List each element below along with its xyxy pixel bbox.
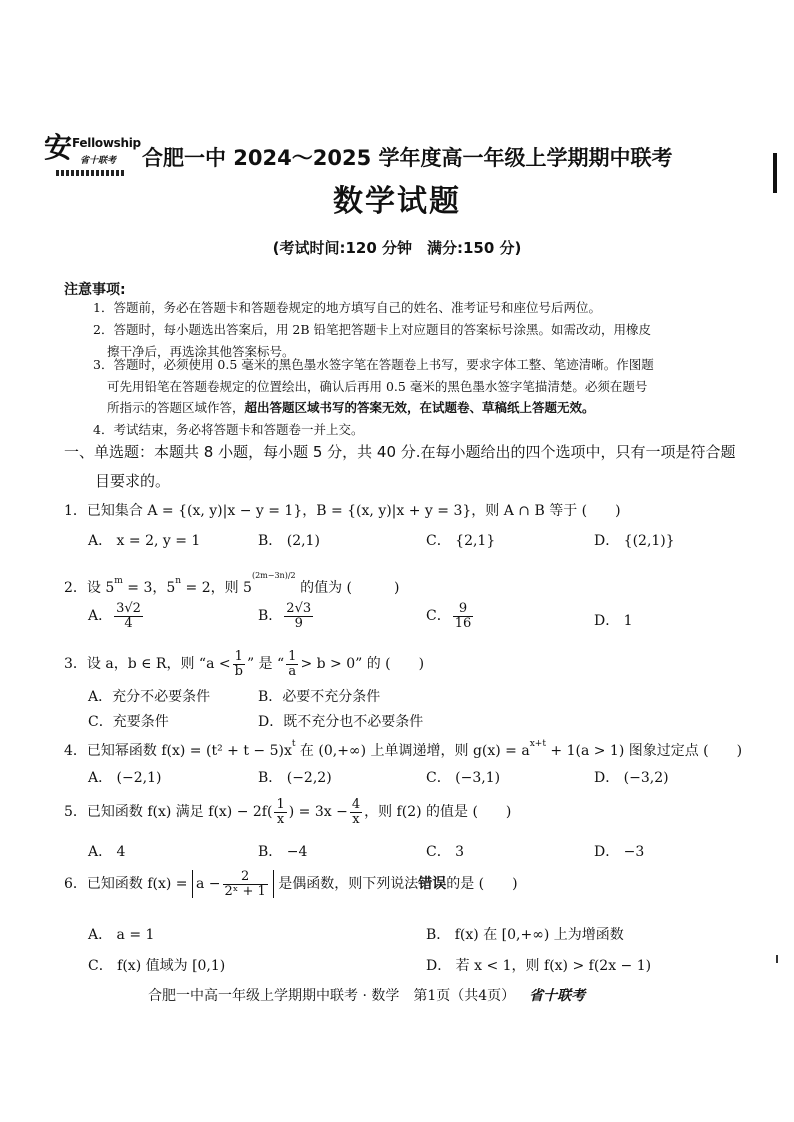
- q6-option-c: C． f(x) 值域为 [0,1): [88, 958, 226, 974]
- q4-text-2: 在 (0,+∞) 上单调递增，则 g(x) = a: [295, 743, 530, 759]
- q6-f-den: 2ˣ + 1: [224, 883, 266, 899]
- question-1: 1．已知集合 A = {(x, y)|x − y = 1}，B = {(x, y)|x + y = 3}，则 A ∩ B 等于 ( ): [64, 503, 621, 519]
- q4-text-1: 4．已知幂函数 f(x) = (t² + t − 5)x: [64, 743, 292, 759]
- section-1-line-1: 一、单选题：本题共 8 小题，每小题 5 分，共 40 分.在每小题给出的四个选项中，只有一项是符合题: [64, 443, 736, 461]
- logo-chinese: 省十联考: [80, 156, 117, 166]
- page-footer: [148, 985, 585, 1005]
- section-1-line-2: 目要求的。: [95, 472, 171, 490]
- question-3: [64, 650, 424, 678]
- q2-a-fraction: [114, 602, 143, 630]
- q6-option-b: B． f(x) 在 [0,+∞) 上为增函数: [426, 927, 624, 943]
- scan-dot-mark: [776, 955, 778, 963]
- note-3-line-3: [107, 398, 595, 416]
- logo-char: 安: [44, 131, 73, 164]
- footer-brand: 省十联考: [529, 988, 586, 1004]
- q6-bold-word: 错误: [418, 876, 447, 893]
- q5-fraction-2: [350, 798, 362, 826]
- q2-a-label: A．: [88, 608, 113, 625]
- note-3-line-1: 3．答题时，必须使用 0.5 毫米的黑色墨水签字笔在答题卷上书写，要求字体工整、笔迹清晰。作图题: [93, 357, 654, 372]
- q5-option-c: C． 3: [426, 844, 465, 860]
- q2-b-label: B．: [258, 608, 283, 625]
- q3-text-3: > b > 0” 的 ( ): [300, 656, 425, 673]
- q2-text-3: = 2，则 5: [181, 580, 252, 596]
- q4-text-3: + 1(a > 1) 图象过定点 ( ): [545, 743, 743, 759]
- q4-exp-t: t: [291, 739, 296, 749]
- note-3-bold: 超出答题区域书写的答案无效，在试题卷、草稿纸上答题无效。: [244, 400, 595, 415]
- q2-b-fraction: [284, 602, 313, 630]
- note-1: 1．答题前，务必在答题卡和答题卷规定的地方填写自己的姓名、准考证号和座位号后两位。: [93, 300, 601, 315]
- q5-f1-den: x: [276, 811, 285, 827]
- q2-option-b: [258, 602, 315, 630]
- q2-exp-m: m: [114, 576, 123, 586]
- q6-text-1: 6．已知函数 f(x) =: [64, 876, 188, 893]
- q3-fraction-2: [286, 650, 298, 678]
- question-6: [64, 870, 518, 898]
- q6-abs-a: a −: [196, 876, 221, 893]
- q4-option-b: B． (−2,2): [258, 770, 332, 786]
- q2-text-4: 的值为 ( ): [295, 580, 400, 596]
- q2-c-label: C．: [426, 608, 451, 625]
- question-2: [64, 571, 399, 597]
- q5-text-1: 5．已知函数 f(x) 满足 f(x) − 2f: [64, 804, 267, 821]
- question-5: 5．已知函数 f(x) 满足 f(x) − 2f( $\frac{1}{x}$ ) = 3x − $\frac{4}{x}$ ，则 f(2) 的值是 ( ): [64, 797, 512, 827]
- exam-title: 合肥一中 2024～2025 学年度高一年级上学期期中联考: [142, 146, 673, 170]
- question-4: [64, 739, 742, 760]
- q5-option-a: A． 4: [88, 844, 126, 860]
- q6-fraction: [223, 870, 268, 898]
- q5-option-b: B． −4: [258, 844, 308, 860]
- subject-title: 数学试题: [333, 184, 461, 219]
- note-3-plain: 所指示的答题区域作答，: [107, 400, 245, 415]
- q6-f-num: 2: [223, 870, 268, 885]
- q2-a-num: 3√2: [116, 601, 141, 616]
- q3-option-b: B．必要不充分条件: [258, 689, 381, 705]
- q2-b-den: 9: [294, 615, 303, 631]
- q4-option-c: C． (−3,1): [426, 770, 501, 786]
- q4-option-a: A． (−2,1): [88, 770, 162, 786]
- q3-f2-den: a: [288, 663, 297, 679]
- q1-option-a: A． x = 2, y = 1: [88, 533, 201, 549]
- footer-text: 合肥一中高一年级上学期期中联考 · 数学 第1页（共4页）: [148, 988, 516, 1004]
- q1-option-d: D． {(2,1)}: [594, 533, 675, 549]
- q5-text-2: = 3x −: [294, 804, 348, 821]
- q2-text-1: 2．设 5: [64, 580, 115, 596]
- q2-c-den: 16: [454, 615, 472, 631]
- q3-f1-num: 1: [233, 650, 245, 665]
- q6-absolute-value: [192, 870, 274, 898]
- q5-option-d: D． −3: [594, 844, 645, 860]
- note-3-line-2: 可先用铅笔在答题卷规定的位置绘出，确认后再用 0.5 毫米的黑色墨水签字笔描清楚。必须在题号: [107, 379, 648, 394]
- q6-text-3: 的是 ( ): [446, 876, 518, 893]
- q1-option-c: C． {2,1}: [426, 533, 496, 549]
- q3-f1-den: b: [234, 663, 243, 679]
- q5-f1-num: 1: [276, 797, 285, 812]
- note-2-line-1: 2．答题时，每小题选出答案后，用 2B 铅笔把答题卡上对应题目的答案标号涂黑。如需改动，用橡皮: [93, 322, 652, 337]
- q6-option-a: A． a = 1: [88, 927, 155, 943]
- q1-option-b: B． (2,1): [258, 533, 320, 549]
- q2-a-den: 4: [124, 615, 133, 631]
- q2-c-num: 9: [453, 602, 474, 617]
- q2-option-c: [426, 602, 475, 630]
- q5-f2-den: x: [352, 811, 360, 827]
- q3-option-d: D．既不充分也不必要条件: [258, 714, 424, 730]
- q5-text-3: ，则 f(2) 的值是 ( ): [364, 804, 512, 821]
- note-4: 4．考试结束，务必将答题卡和答题卷一并上交。: [93, 422, 364, 437]
- notes-heading: 注意事项:: [64, 282, 126, 298]
- q2-exp-frac: (2m−3n)/2: [251, 571, 296, 580]
- q4-exp-xt: x+t: [529, 739, 546, 749]
- q2-option-d: D． 1: [594, 613, 633, 629]
- q3-option-a: A．充分不必要条件: [88, 689, 211, 705]
- q6-option-d: D． 若 x < 1，则 f(x) > f(2x − 1): [426, 958, 652, 974]
- exam-info: (考试时间:120 分钟 满分:150 分): [272, 239, 522, 257]
- q3-fraction-1: [233, 650, 245, 678]
- q3-option-c: C．充要条件: [88, 714, 169, 730]
- q5-fraction-1: [274, 798, 286, 826]
- q6-text-2: 是偶函数，则下列说法: [278, 876, 419, 893]
- q3-text-1: 3．设 a，b ∈ R，则 “a <: [64, 656, 231, 673]
- q2-b-num: 2√3: [286, 601, 312, 616]
- q3-f2-num: 1: [288, 649, 297, 664]
- fellowship-logo: [44, 131, 141, 182]
- q3-text-2: ” 是 “: [246, 656, 285, 673]
- q2-text-2: = 3，5: [122, 580, 176, 596]
- note-2-line-2: 擦干净后，再选涂其他答案标号。: [107, 344, 295, 359]
- q2-option-a: [88, 602, 145, 630]
- q2-exp-n: n: [175, 576, 182, 586]
- q4-option-d: D． (−3,2): [594, 770, 669, 786]
- q2-c-fraction: [453, 602, 474, 630]
- logo-english: Fellowship: [72, 136, 141, 150]
- q5-f2-num: 4: [351, 797, 361, 812]
